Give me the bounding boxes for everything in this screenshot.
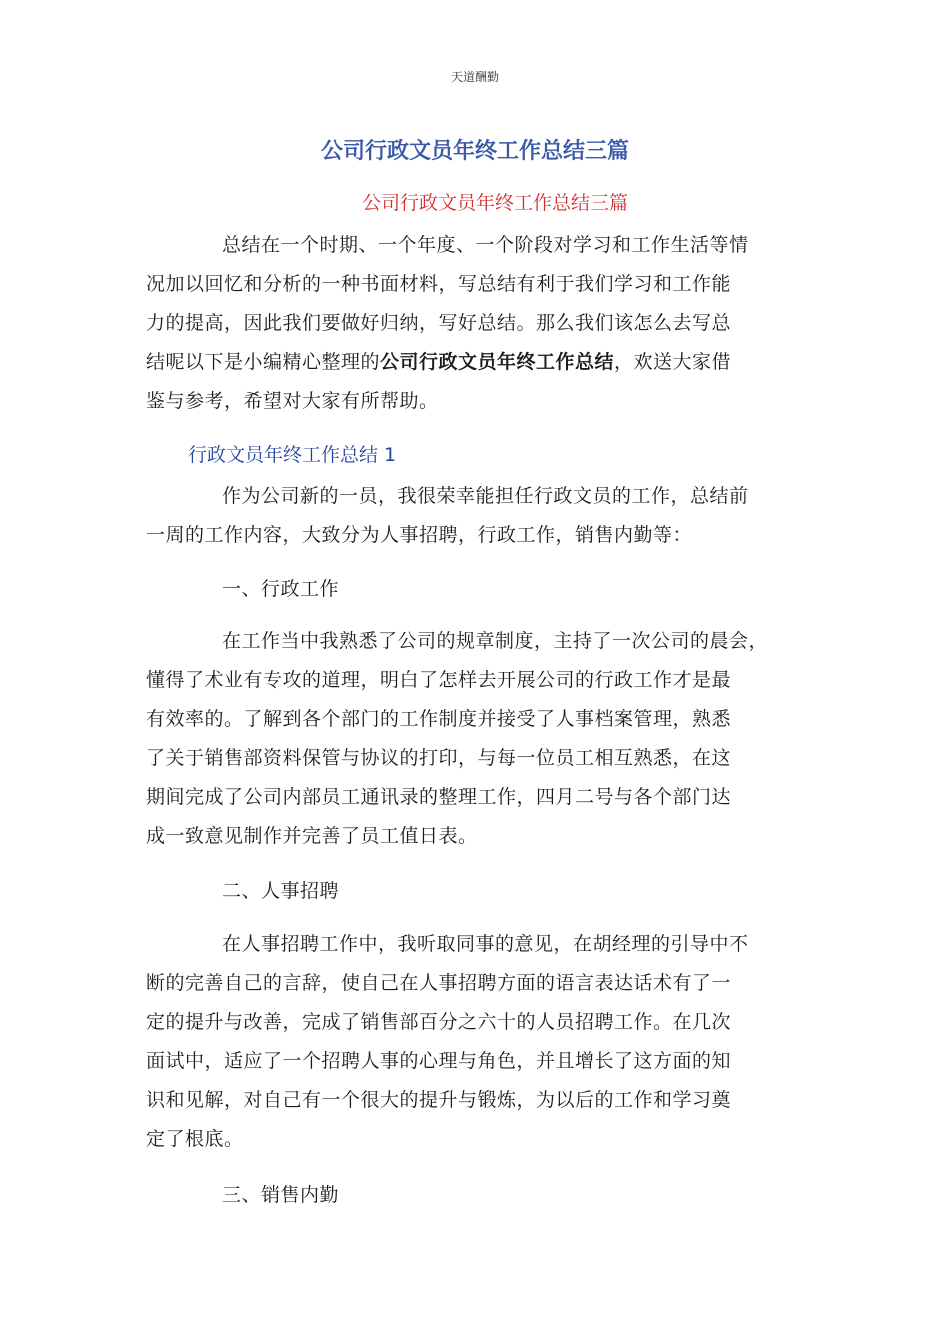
header-mark: 天道酬勤: [450, 70, 499, 84]
paragraph-line: 识和见解，对自己有一个很大的提升与锻炼，为以后的工作和学习奠: [146, 1089, 732, 1111]
document-title: 公司行政文员年终工作总结三篇: [320, 139, 629, 164]
paragraph-line: 面试中，适应了一个招聘人事的心理与角色，并且增长了这方面的知: [146, 1050, 732, 1072]
paragraph-line: 期间完成了公司内部员工通讯录的整理工作，四月二号与各个部门达: [146, 786, 732, 808]
paragraph-line: 断的完善自己的言辞，使自己在人事招聘方面的语言表达话术有了一: [146, 972, 732, 994]
intro-bold-title: 公司行政文员年终工作总结: [380, 351, 615, 373]
intro-text: ，欢送大家借: [614, 351, 732, 373]
paragraph-line: 在工作当中我熟悉了公司的规章制度，主持了一次公司的晨会，: [222, 630, 769, 652]
intro-line: 况加以回忆和分析的一种书面材料，写总结有利于我们学习和工作能: [146, 273, 732, 295]
paragraph-line: 定了根底。: [146, 1128, 244, 1150]
subsection-heading: 一、行政工作: [222, 578, 340, 600]
intro-text: 结呢以下是小编精心整理的: [146, 351, 381, 373]
paragraph-line: 定的提升与改善，完成了销售部百分之六十的人员招聘工作。在几次: [146, 1011, 732, 1033]
paragraph-line: 懂得了术业有专攻的道理，明白了怎样去开展公司的行政工作才是最: [146, 669, 732, 691]
paragraph-line: 一周的工作内容，大致分为人事招聘，行政工作，销售内勤等：: [146, 524, 693, 546]
subsection-heading: 二、人事招聘: [222, 880, 340, 902]
section-heading: 行政文员年终工作总结 1: [188, 444, 397, 466]
intro-line: 总结在一个时期、一个年度、一个阶段对学习和工作生活等情: [222, 234, 749, 256]
intro-line: 力的提高，因此我们要做好归纳，写好总结。那么我们该怎么去写总: [146, 312, 732, 334]
paragraph-line: 在人事招聘工作中，我听取同事的意见，在胡经理的引导中不: [222, 933, 749, 955]
paragraph-line: 有效率的。了解到各个部门的工作制度并接受了人事档案管理，熟悉: [146, 708, 732, 730]
intro-line: 鉴与参考，希望对大家有所帮助。: [146, 390, 439, 412]
paragraph-line: 成一致意见制作并完善了员工值日表。: [146, 825, 478, 847]
intro-line: [146, 347, 731, 374]
paragraph-line: 了关于销售部资料保管与协议的打印，与每一位员工相互熟悉，在这: [146, 747, 732, 769]
paragraph-line: 作为公司新的一员，我很荣幸能担任行政文员的工作，总结前: [222, 485, 749, 507]
document-subtitle: 公司行政文员年终工作总结三篇: [361, 192, 628, 214]
subsection-heading: 三、销售内勤: [222, 1184, 340, 1206]
